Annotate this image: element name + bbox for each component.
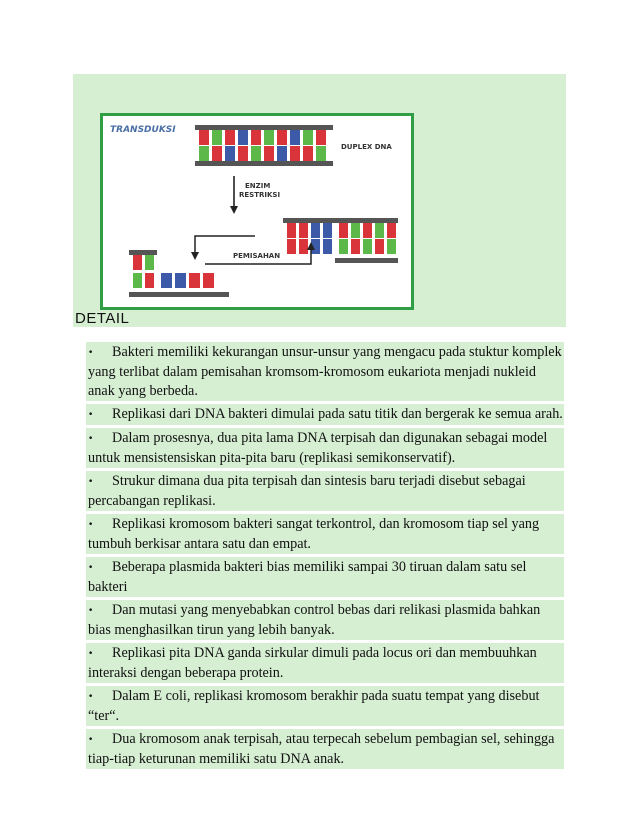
dna-base-block xyxy=(277,130,287,145)
list-item-text: Bakteri memiliki kekurangan unsur-unsur yang mengacu pada stuktur komplek yang terlibat dalam pemisahan kromsom-kromosom eukariota menjadi nukleid anak yang berbeda. xyxy=(88,344,562,399)
list-item-text: Beberapa plasmida bakteri bias memiliki sampai 30 tiruan dalam satu sel bakteri xyxy=(88,559,527,595)
bullet-icon: • xyxy=(88,606,94,616)
dna-base-block xyxy=(212,146,222,161)
dna-base-block xyxy=(287,223,296,238)
dna-base-block xyxy=(264,130,274,145)
list-item xyxy=(86,729,564,769)
dna-base-block xyxy=(133,255,142,270)
list-item-text: Dalam prosesnya, dua pita lama DNA terpisah dan digunakan sebagai model untuk mensistensiskan pita-pita baru (replikasi semikonservatif). xyxy=(88,430,548,466)
arrow-down-head xyxy=(230,206,238,214)
dna-base-block xyxy=(339,239,348,254)
list-item xyxy=(86,514,564,554)
arrow-left-head xyxy=(191,252,199,260)
dna-base-block xyxy=(189,273,200,288)
dna-base-block xyxy=(133,273,142,288)
dna-base-block xyxy=(203,273,214,288)
dna-fragment-left xyxy=(129,250,229,297)
label-enzim: ENZIM xyxy=(245,182,271,190)
dna-base-block xyxy=(316,146,326,161)
section-heading: DETAIL xyxy=(75,310,130,327)
list-item-text: Strukur dimana dua pita terpisah dan sintesis baru terjadi disebut sebagai percabangan replikasi. xyxy=(88,473,526,509)
list-item-text: Dalam E coli, replikasi kromosom berakhir pada suatu tempat yang disebut “ter“. xyxy=(88,688,540,724)
list-item-text: Replikasi pita DNA ganda sirkular dimuli pada locus ori dan membuuhkan interaksi dengan beberapa protein. xyxy=(88,645,537,681)
dna-base-block xyxy=(375,239,384,254)
fragment-left-backbone-bottom xyxy=(129,292,229,297)
list-item xyxy=(86,471,564,511)
fragment-right-backbone-bottom xyxy=(335,258,398,263)
dna-base-block xyxy=(199,130,209,145)
dna-base-block xyxy=(323,239,332,254)
list-item xyxy=(86,557,564,597)
label-duplex-dna: DUPLEX DNA xyxy=(341,143,392,151)
dna-base-block xyxy=(238,130,248,145)
fragment-left-backbone-top xyxy=(129,250,157,255)
dna-base-block xyxy=(339,223,348,238)
dna-base-block xyxy=(363,239,372,254)
dna-base-block xyxy=(238,146,248,161)
list-item xyxy=(86,404,564,425)
dna-base-block xyxy=(175,273,186,288)
diagram-title: TRANSDUKSI xyxy=(110,125,176,135)
dna-base-block xyxy=(303,130,313,145)
dna-base-block xyxy=(311,223,320,238)
list-item xyxy=(86,686,564,726)
dna-base-block xyxy=(351,223,360,238)
list-item-text: Dua kromosom anak terpisah, atau terpecah sebelum pembagian sel, sehingga tiap-tiap keturunan memiliki satu DNA anak. xyxy=(88,731,555,767)
bullet-icon: • xyxy=(88,563,94,573)
transduction-diagram xyxy=(100,113,414,310)
dna-base-block xyxy=(145,273,154,288)
dna-base-block xyxy=(387,223,396,238)
duplex-dna-strand xyxy=(195,125,333,166)
dna-base-block xyxy=(351,239,360,254)
bullet-icon: • xyxy=(88,477,94,487)
dna-base-block xyxy=(277,146,287,161)
bullet-icon: • xyxy=(88,692,94,702)
dna-backbone-top xyxy=(195,125,333,130)
list-item-text: Replikasi kromosom bakteri sangat terkontrol, dan kromosom tiap sel yang tumbuh berkisar antara satu dan empat. xyxy=(88,516,540,552)
dna-backbone-bottom xyxy=(195,161,333,166)
bullet-icon: • xyxy=(88,410,94,420)
dna-base-block xyxy=(299,239,308,254)
dna-base-block xyxy=(251,146,261,161)
fragment-right-backbone-top xyxy=(283,218,398,223)
detail-list xyxy=(86,342,564,772)
dna-base-block xyxy=(375,223,384,238)
bullet-icon: • xyxy=(88,520,94,530)
bullet-icon: • xyxy=(88,434,94,444)
dna-base-block xyxy=(299,223,308,238)
dna-base-block xyxy=(316,130,326,145)
dna-base-block xyxy=(387,239,396,254)
dna-base-block xyxy=(251,130,261,145)
list-item xyxy=(86,428,564,468)
dna-base-block xyxy=(212,130,222,145)
label-restriksi: RESTRIKSI xyxy=(239,191,281,199)
dna-fragment-right xyxy=(283,218,398,263)
dna-base-block xyxy=(264,146,274,161)
dna-base-block xyxy=(161,273,172,288)
dna-base-block xyxy=(303,146,313,161)
list-item-text: Replikasi dari DNA bakteri dimulai pada satu titik dan bergerak ke semua arah. xyxy=(112,406,563,422)
dna-base-block xyxy=(225,130,235,145)
list-item xyxy=(86,643,564,683)
label-pemisahan: PEMISAHAN xyxy=(233,252,281,260)
bullet-icon: • xyxy=(88,348,94,358)
dna-base-block xyxy=(290,146,300,161)
list-item xyxy=(86,600,564,640)
dna-base-block xyxy=(145,255,154,270)
list-item-text: Dan mutasi yang menyebabkan control bebas dari relikasi plasmida bahkan bias menghasilkan tirun yang lebih banyak. xyxy=(88,602,541,638)
dna-base-block xyxy=(287,239,296,254)
dna-base-block xyxy=(225,146,235,161)
bullet-icon: • xyxy=(88,649,94,659)
dna-base-block xyxy=(323,223,332,238)
dna-base-block xyxy=(290,130,300,145)
dna-base-block xyxy=(199,146,209,161)
bullet-icon: • xyxy=(88,735,94,745)
dna-base-block xyxy=(363,223,372,238)
dna-transduction-illustration xyxy=(103,116,411,307)
list-item xyxy=(86,342,564,401)
